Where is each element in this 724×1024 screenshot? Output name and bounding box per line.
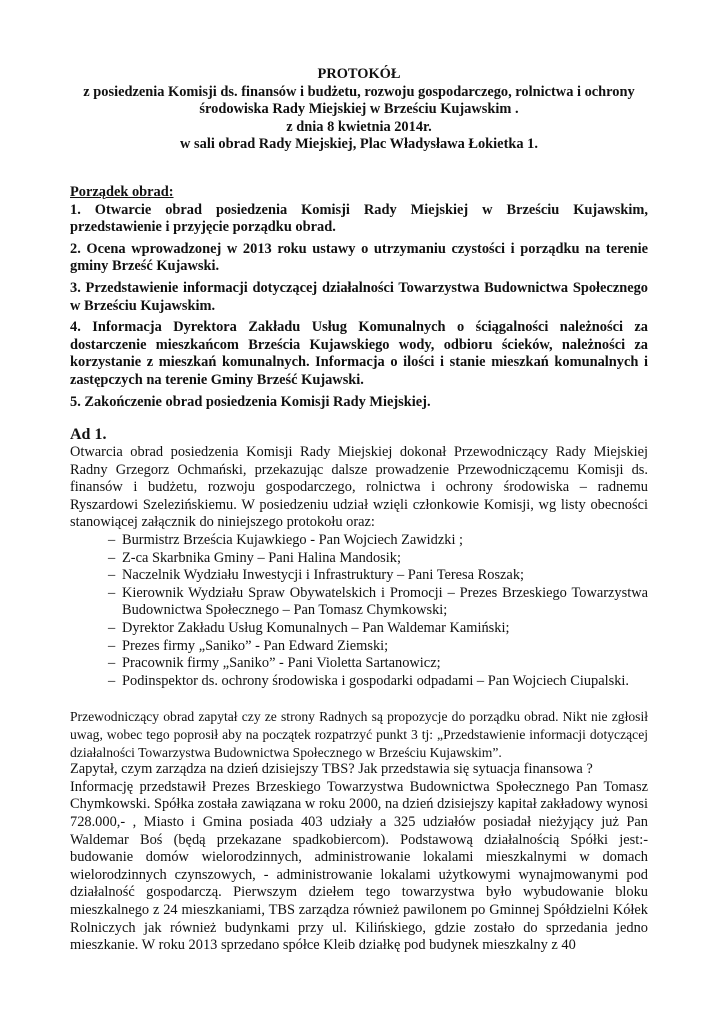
list-item — [70, 550, 648, 568]
agenda-proposal-paragraph: Przewodniczący obrad zapytał czy ze strony Radnych są propozycje do porządku obrad. Nikt nie zgłosił uwag, wobec tego poprosił aby na początek rozpatrzyć punkt 3 tj: „Przedstawienie informacji dotyczącej działalności Towarzystwa Budownictwa Społecznego w Brześciu Kujawskim”. — [70, 709, 648, 760]
attendees-list — [70, 532, 648, 690]
section-heading-ad1: Ad 1. — [70, 426, 107, 444]
header-line-commission: z posiedzenia Komisji ds. finansów i budżetu, rozwoju gospodarczego, rolnictwa i ochrony — [83, 83, 635, 100]
question-paragraph: Zapytał, czym zarządza na dzień dzisiejszy TBS? Jak przedstawia się sytuacja finansowa ? — [70, 761, 593, 778]
attendee-text: Podinspektor ds. ochrony środowiska i gospodarki odpadami – Pan Wojciech Ciupalski. — [122, 672, 629, 689]
dash-bullet: – — [108, 620, 116, 637]
list-item — [70, 673, 648, 691]
dash-bullet: – — [108, 567, 116, 584]
attendee-text: Pracownik firmy „Saniko” - Pani Violetta Sartanowicz; — [122, 655, 441, 672]
agenda-item-5: 5. Zakończenie obrad posiedzenia Komisji Rady Miejskiej. — [70, 393, 431, 410]
attendee-text: Dyrektor Zakładu Usług Komunalnych – Pan Waldemar Kamiński; — [122, 620, 510, 637]
agenda-item-4: 4. Informacja Dyrektora Zakładu Usług Komunalnych o ściągalności należności za dostarczenie mieszkańcom Brześcia Kujawskiego wody, odbioru ścieków, należności za korzystanie z mieszkań komunalnych. Informacja o ilości i stanie mieszkań komunalnych i zastępczych na terenie Gminy Brześć Kujawski. — [70, 319, 648, 388]
page-title: PROTOKÓŁ — [317, 66, 401, 82]
dash-bullet: – — [108, 532, 116, 549]
dash-bullet: – — [108, 549, 116, 566]
dash-bullet: – — [108, 655, 116, 672]
attendee-text: Prezes firmy „Saniko” - Pan Edward Ziemski; — [122, 637, 389, 654]
agenda-item-1: 1. Otwarcie obrad posiedzenia Komisji Rady Miejskiej w Brześciu Kujawskim, przedstawienie i przyjęcie porządku obrad. — [70, 201, 648, 236]
dash-bullet: – — [108, 584, 116, 601]
agenda-item-2: 2. Ocena wprowadzonej w 2013 roku ustawy o utrzymaniu czystości i porządku na terenie gminy Brześć Kujawski. — [70, 240, 648, 275]
agenda-title: Porządek obrad: — [70, 183, 174, 200]
header-line-venue: w sali obrad Rady Miejskiej, Plac Władysława Łokietka 1. — [180, 136, 538, 153]
list-item — [70, 638, 648, 656]
tbs-information-paragraph: Informację przedstawił Prezes Brzeskiego Towarzystwa Budownictwa Społecznego Pan Tomasz Chymkowski. Spółka została zawiązana w roku 2000, na dzień dzisiejszy kapitał zakładowy wynosi 728.000,- , Miasto i Gmina posiada 403 udziały a 325 udziałów posiadał nieżyjący już Pan Waldemar Boś (będą przekazane spadkobiercom). Podstawową działalnością Spółki jest:- budowanie domów wielorodzinnych, administrowanie lokalami mieszkalnymi w domach wielorodzinnych czynszowych, - administrowanie lokalami użytkowymi wynajmowanymi pod działalność gospodarczą. Pierwszym dziełem tego towarzystwa było wybudowanie bloku mieszkalnego z 24 mieszkaniami, TBS zarządza również pawilonem po Gminnej Spółdzielni Kółek Rolniczych jak również budynkami przy ul. Kilińskiego, gdzie zostało do sprzedania jedno mieszkanie. W roku 2013 sprzedano spółce Kleib działkę pod budynek mieszkalny z 40 — [70, 778, 648, 954]
attendee-text: Z-ca Skarbnika Gminy – Pani Halina Mandosik; — [122, 549, 401, 566]
list-item — [70, 567, 648, 585]
agenda-item-3: 3. Przedstawienie informacji dotyczącej działalności Towarzystwa Budownictwa Społecznego w Brześciu Kujawskim. — [70, 279, 648, 314]
attendee-text: Burmistrz Brześcia Kujawkiego - Pan Wojciech Zawidzki ; — [122, 532, 464, 549]
dash-bullet: – — [108, 672, 116, 689]
list-item — [70, 532, 648, 550]
list-item — [70, 655, 648, 673]
attendee-text: Kierownik Wydziału Spraw Obywatelskich i Promocji – Prezes Brzeskiego Towarzystwa Budownictwa Społecznego – Pan Tomasz Chymkowski; — [122, 584, 648, 619]
header-line-council: środowiska Rady Miejskiej w Brześciu Kujawskim . — [199, 101, 519, 118]
header-line-date: z dnia 8 kwietnia 2014r. — [286, 118, 432, 135]
dash-bullet: – — [108, 637, 116, 654]
document-page — [70, 66, 648, 955]
list-item — [70, 585, 648, 620]
ad1-intro-paragraph: Otwarcia obrad posiedzenia Komisji Rady Miejskiej dokonał Przewodniczący Rady Miejskiej Radny Grzegorz Ochmański, przekazując dalsze prowadzenie Przewodniczącemu Komisji ds. finansów i budżetu, rozwoju gospodarczego, rolnictwa i ochrony środowiska – radnemu Ryszardowi Szelezińskiemu. W posiedzeniu udział wzięli członkowie Komisji, wg listy obecności stanowiącej załącznik do niniejszego protokołu oraz: — [70, 444, 648, 531]
attendee-text: Naczelnik Wydziału Inwestycji i Infrastruktury – Pani Teresa Roszak; — [122, 567, 525, 584]
document-header — [70, 66, 648, 154]
list-item — [70, 620, 648, 638]
